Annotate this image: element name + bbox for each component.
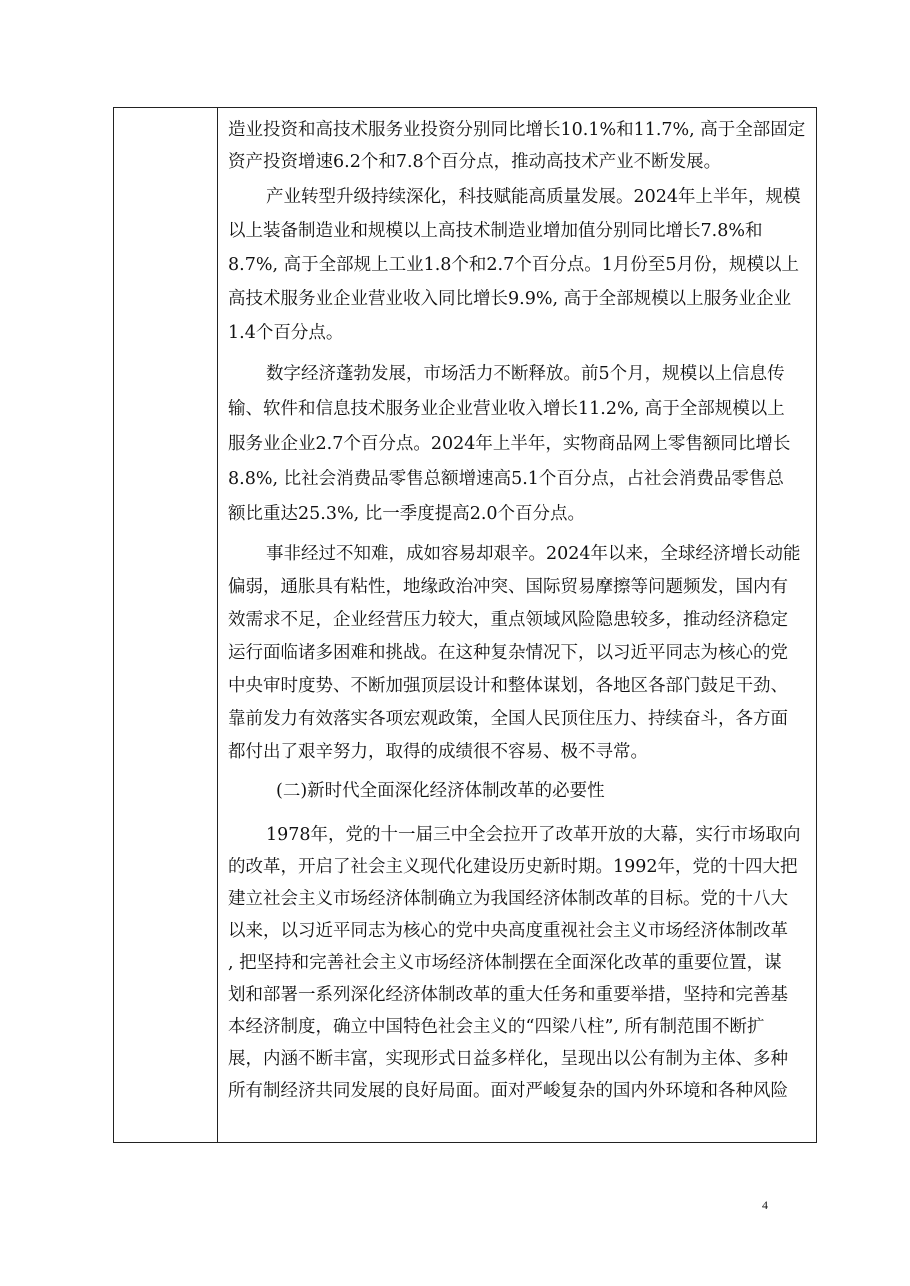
text-line: 造业投资和高技术服务业投资分别同比增长10.1%和11.7%, 高于全部固定 [228, 120, 806, 140]
text-line: 划和部署一系列深化经济体制改革的重大任务和重要举措，坚持和完善基 [228, 985, 788, 1005]
text-line: 偏弱，通胀具有粘性，地缘政治冲突、国际贸易摩擦等问题频发，国内有 [228, 577, 788, 597]
text-line: 以来，以习近平同志为核心的党中央高度重视社会主义市场经济体制改革 [228, 921, 788, 941]
text-line: 额比重达25.3%, 比一季度提高2.0个百分点。 [228, 504, 586, 524]
text-line: 建立社会主义市场经济体制确立为我国经济体制改革的目标。党的十八大 [228, 889, 788, 909]
text-line: 以上装备制造业和规模以上高技术制造业增加值分别同比增长7.8%和 [228, 221, 763, 241]
content-table [113, 107, 817, 1143]
text-line: 运行面临诸多困难和挑战。在这种复杂情况下，以习近平同志为核心的党 [228, 643, 788, 663]
text-line: 都付出了艰辛努力，取得的成绩很不容易、极不寻常。 [228, 742, 648, 762]
paragraph-start-line: 事非经过不知难，成如容易却艰辛。2024年以来，全球经济增长动能 [266, 544, 801, 564]
paragraph-start-line: 1978年，党的十一届三中全会拉开了改革开放的大幕，实行市场取向 [266, 825, 801, 845]
text-line: 8.7%, 高于全部规上工业1.8个和2.7个百分点。1月份至5月份，规模以上 [228, 255, 800, 275]
text-line: 8.8%, 比社会消费品零售总额增速高5.1个百分点，占社会消费品零售总 [228, 469, 784, 489]
table-text-cell [219, 108, 816, 1142]
paragraph-start-line: 产业转型升级持续深化，科技赋能高质量发展。2024年上半年，规模 [266, 187, 801, 207]
text-line: 输、软件和信息技术服务业企业营业收入增长11.2%, 高于全部规模以上 [228, 399, 785, 419]
text-line: 服务业企业2.7个百分点。2024年上半年，实物商品网上零售额同比增长 [228, 434, 791, 454]
text-line: 靠前发力有效落实各项宏观政策，全国人民顶住压力、持续奋斗，各方面 [228, 709, 788, 729]
text-line: 展，内涵不断丰富，实现形式日益多样化，呈现出以公有制为主体、多种 [228, 1049, 788, 1069]
text-line: 高技术服务业企业营业收入同比增长9.9%, 高于全部规模以上服务业企业 [228, 289, 792, 309]
text-line: 效需求不足，企业经营压力较大，重点领域风险隐患较多，推动经济稳定 [228, 610, 788, 630]
table-left-cell [114, 108, 218, 1142]
section-heading: (二)新时代全面深化经济体制改革的必要性 [276, 781, 605, 801]
text-line: 本经济制度，确立中国特色社会主义的“四梁八柱”, 所有制范围不断扩 [228, 1017, 765, 1037]
text-line: 的改革，开启了社会主义现代化建设历史新时期。1992年，党的十四大把 [228, 857, 798, 877]
text-line: 中央审时度势、不断加强顶层设计和整体谋划，各地区各部门鼓足干劲、 [228, 676, 788, 696]
text-line: 资产投资增速6.2个和7.8个百分点，推动高技术产业不断发展。 [228, 152, 722, 172]
page-number: 4 [762, 1198, 768, 1212]
text-line: 所有制经济共同发展的良好局面。面对严峻复杂的国内外环境和各种风险 [228, 1081, 788, 1101]
text-line: 1.4个百分点。 [228, 323, 344, 343]
text-line: , 把坚持和完善社会主义市场经济体制摆在全面深化改革的重要位置，谋 [228, 953, 782, 973]
paragraph-start-line: 数字经济蓬勃发展，市场活力不断释放。前5个月，规模以上信息传 [266, 364, 785, 384]
